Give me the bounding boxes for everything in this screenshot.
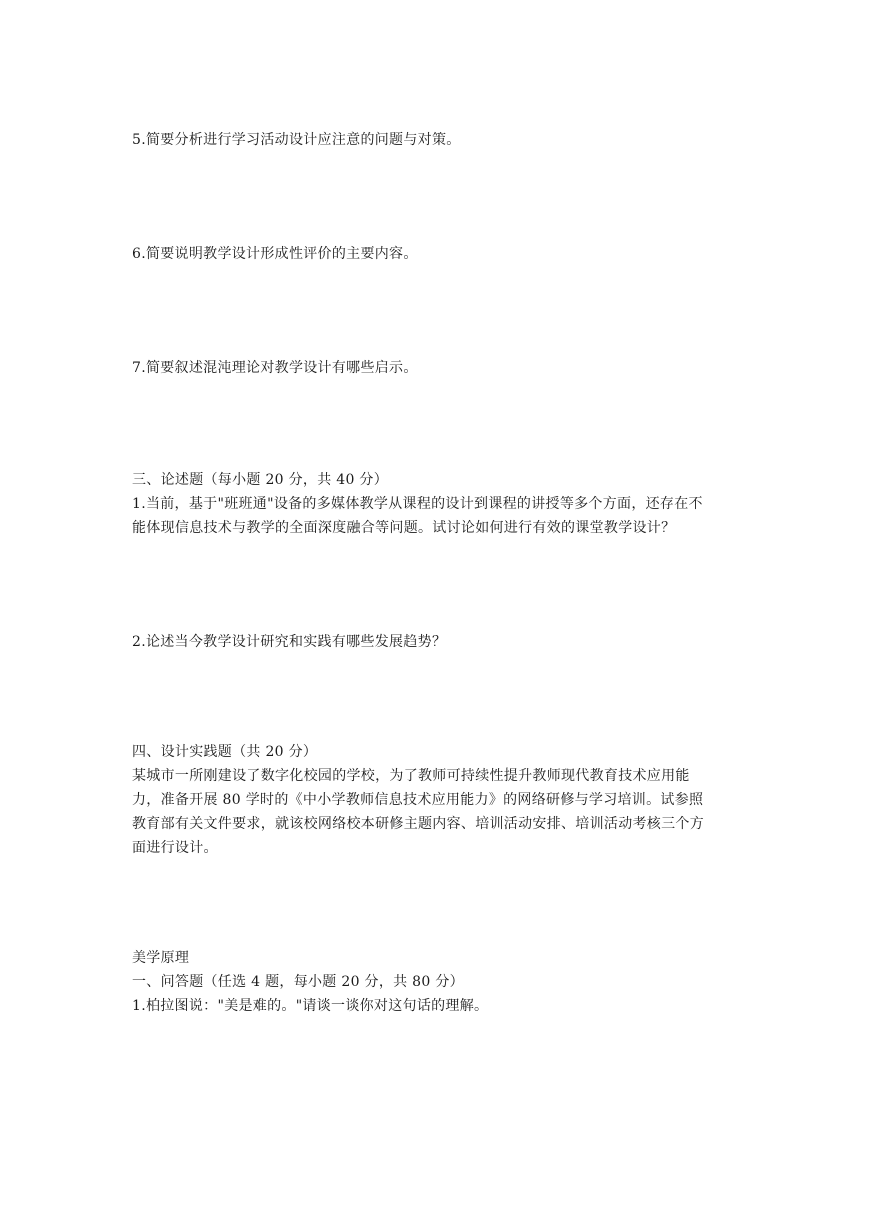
question-6: 6.简要说明教学设计形成性评价的主要内容。 <box>132 246 418 262</box>
aesthetics-question-1: 1.柏拉图说："美是难的。"请谈一谈你对这句话的理解。 <box>132 998 489 1014</box>
design-task-line-2: 力，准备开展 80 学时的《中小学教师信息技术应用能力》的网络研修与学习培训。试参照 <box>132 792 704 808</box>
aesthetics-section-heading: 一、问答题（任选 4 题，每小题 20 分，共 80 分） <box>132 974 464 990</box>
design-task-line-1: 某城市一所刚建设了数字化校园的学校，为了教师可持续性提升教师现代教育技术应用能 <box>132 768 690 784</box>
essay-question-1-line-2: 能体现信息技术与教学的全面深度融合等问题。试讨论如何进行有效的课堂教学设计？ <box>132 520 676 536</box>
subject-title: 美学原理 <box>132 950 190 966</box>
section-4-heading: 四、设计实践题（共 20 分） <box>132 744 318 760</box>
question-7: 7.简要叙述混沌理论对教学设计有哪些启示。 <box>132 360 418 376</box>
question-5: 5.简要分析进行学习活动设计应注意的问题与对策。 <box>132 132 461 148</box>
essay-question-2: 2.论述当今教学设计研究和实践有哪些发展趋势？ <box>132 634 447 650</box>
essay-question-1-line-1: 1.当前，基于"班班通"设备的多媒体教学从课程的设计到课程的讲授等多个方面，还存在不 <box>132 496 703 512</box>
section-3-heading: 三、论述题（每小题 20 分，共 40 分） <box>132 472 389 488</box>
design-task-line-4: 面进行设计。 <box>132 840 218 856</box>
design-task-line-3: 教育部有关文件要求，就该校网络校本研修主题内容、培训活动安排、培训活动考核三个方 <box>132 816 704 832</box>
